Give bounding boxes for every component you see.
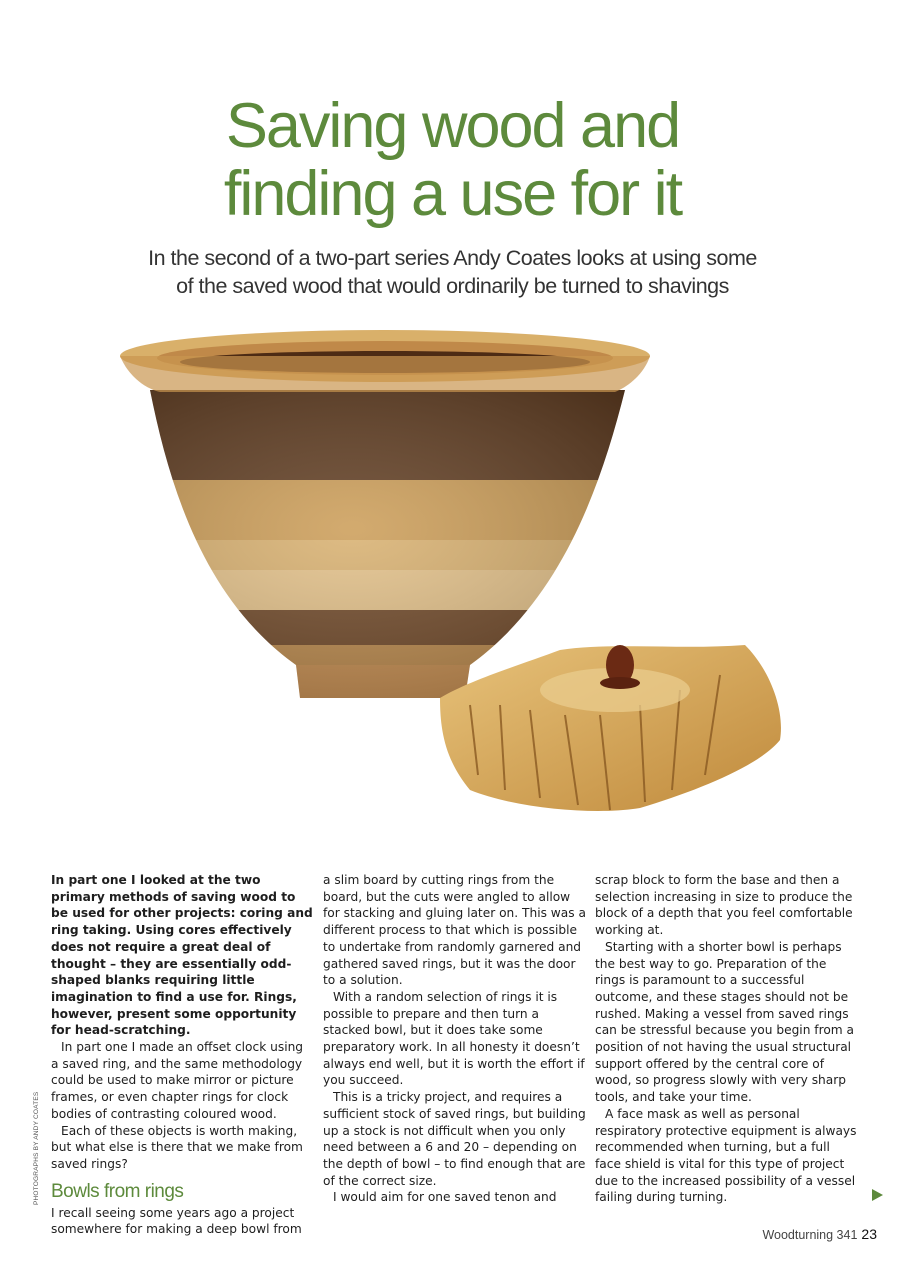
standfirst-line-2: of the saved wood that would ordinarily be turned to shavings [176,274,729,298]
continue-arrow-icon [872,1189,883,1201]
intro-paragraph: In part one I looked at the two primary methods of saving wood to be used for other projects: coring and ring taking. Using cores effectively does not require a great deal of thought – they are essentially odd-shaped blanks requiring little imagination to find a use for. Rings, however, present some opportunity for head-scratching. [51,873,313,1038]
text-column-1 [51,872,313,1238]
body-paragraph: A face mask as well as personal respiratory protective equipment is always recommended when turning, but a full face shield is vital for this type of project due to the increased possibility of a vessel failing during turning. [595,1106,857,1205]
section-subhead: Bowls from rings [51,1180,184,1202]
page-footer [762,1226,877,1242]
title-line-2: finding a use for it [223,159,682,229]
article-title [0,92,905,228]
text-column-2 [323,872,588,1206]
body-paragraph: This is a tricky project, and requires a sufficient stock of saved rings, but building up a stock is not difficult when you only need between a 6 and 20 – depending on the depth of bowl – to find enough that are of the correct size. [323,1090,586,1188]
photo-credit: PHOTOGRAPHS BY ANDY COATES [33,1091,40,1205]
body-paragraph: scrap block to form the base and then a selection increasing in size to produce the block of a depth that you feel comfortable working at. [595,873,853,938]
page-number: 23 [861,1226,877,1242]
body-paragraph: Each of these objects is worth making, but what else is there that we make from saved rings? [51,1123,303,1171]
body-paragraph: a slim board by cutting rings from the board, but the cuts were angled to allow for stacking and gluing later on. This was a different process to that which is possible to undertake from randomly garnered and gathered saved rings, but it was the door to a solution. [323,873,586,988]
body-paragraph: With a random selection of rings it is possible to prepare and then turn a stacked bowl, but it does take some preparatory work. In all honesty it doesn’t always end well, but it is worth the effort if you succeed. [323,989,585,1088]
body-paragraph: I would aim for one saved tenon and [333,1190,557,1205]
standfirst-line-1: In the second of a two-part series Andy Coates looks at using some [148,246,757,270]
bowl-photo [0,320,905,860]
text-column-3 [595,872,857,1206]
body-paragraph: In part one I made an offset clock using a saved ring, and the same methodology could be used to make mirror or picture frames, or even chapter rings for clock bodies of contrasting coloured wood. [51,1040,304,1121]
title-line-1: Saving wood and [225,91,680,161]
body-paragraph: I recall seeing some years ago a project somewhere for making a deep bowl from [51,1205,302,1237]
standfirst [0,244,905,300]
magazine-issue: Woodturning 341 [762,1228,858,1242]
body-paragraph: Starting with a shorter bowl is perhaps the best way to go. Preparation of the rings is paramount to a successful outcome, and these stages should not be rushed. Making a vessel from saved rings can be stressful because you begin from a position of not having the usual structural support offered by the central core of wood, so progress slowly with very sharp tools, and take your time. [595,939,854,1105]
